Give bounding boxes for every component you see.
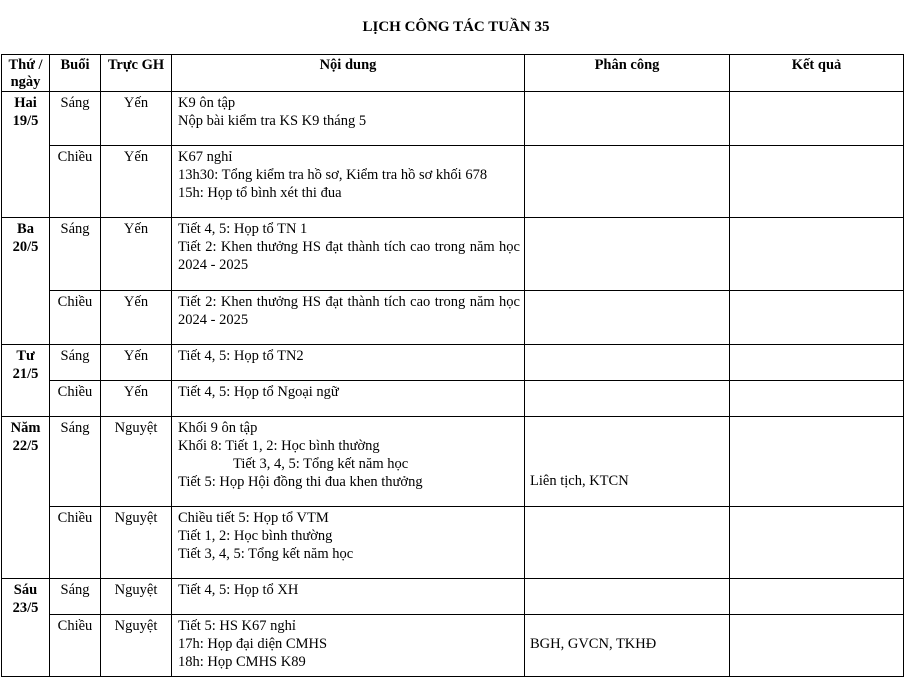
day-date: 23/5: [12, 600, 39, 616]
table-row: [2, 218, 904, 291]
duty-cell: Nguyệt: [101, 615, 172, 677]
content-line: 17h: Họp đại diện CMHS: [178, 636, 328, 652]
result-cell: [730, 417, 904, 507]
duty-cell: Nguyệt: [101, 579, 172, 615]
result-cell: [730, 615, 904, 677]
table-row: [2, 345, 904, 381]
header-content: Nội dung: [172, 55, 525, 92]
content-line: Tiết 1, 2: Học bình thường: [178, 528, 333, 544]
table-row: [2, 381, 904, 417]
content-line: Tiết 5: Họp Hội đồng thi đua khen thưởng: [178, 474, 423, 490]
assignment-cell: [525, 381, 730, 417]
assignment-cell: [525, 146, 730, 218]
content-line: K9 ôn tập: [178, 95, 236, 111]
content-cell: [172, 507, 525, 579]
day-name: Tư: [16, 348, 35, 364]
content-line: Tiết 3, 4, 5: Tổng kết năm học: [178, 546, 354, 562]
assignment-cell: [525, 92, 730, 146]
duty-cell: Yến: [101, 345, 172, 381]
session-cell: Sáng: [50, 417, 101, 507]
day-cell: [2, 92, 50, 218]
schedule-table: [1, 54, 904, 677]
table-row: [2, 146, 904, 218]
result-cell: [730, 218, 904, 291]
header-result: Kết quả: [730, 55, 904, 92]
result-cell: [730, 291, 904, 345]
content-cell: [172, 345, 525, 381]
content-line: Tiết 3, 4, 5: Tổng kết năm học: [233, 456, 409, 472]
content-cell: [172, 92, 525, 146]
result-cell: [730, 381, 904, 417]
day-cell: [2, 579, 50, 677]
result-cell: [730, 146, 904, 218]
assignment-cell: [525, 507, 730, 579]
day-cell: [2, 218, 50, 345]
content-line: Tiết 2: Khen thưởng HS đạt thành tích cao trong năm học 2024 - 2025: [178, 239, 520, 273]
session-cell: Sáng: [50, 92, 101, 146]
content-cell: [172, 146, 525, 218]
page-title: LỊCH CÔNG TÁC TUẦN 35: [362, 19, 550, 35]
content-line: Tiết 4, 5: Họp tổ Ngoại ngữ: [178, 384, 339, 400]
content-line: Tiết 4, 5: Họp tổ TN2: [178, 348, 304, 364]
content-line: 18h: Họp CMHS K89: [178, 654, 306, 670]
header-row: [2, 55, 904, 92]
content-line: Tiết 4, 5: Họp tổ TN 1: [178, 221, 308, 237]
content-line: Tiết 2: Khen thưởng HS đạt thành tích cao trong năm học 2024 - 2025: [178, 294, 520, 328]
content-cell: [172, 291, 525, 345]
content-line: Khối 8: Tiết 1, 2: Học bình thường: [178, 438, 380, 454]
day-name: Sáu: [13, 582, 38, 598]
session-cell: Sáng: [50, 345, 101, 381]
day-name: Năm: [10, 420, 41, 436]
content-cell: [172, 218, 525, 291]
content-cell: [172, 381, 525, 417]
result-cell: [730, 579, 904, 615]
table-row: [2, 291, 904, 345]
duty-cell: Yến: [101, 218, 172, 291]
assignment-cell: [525, 291, 730, 345]
content-cell: [172, 417, 525, 507]
content-line: 13h30: Tổng kiểm tra hồ sơ, Kiểm tra hồ sơ khối 678: [178, 167, 488, 183]
table-row: [2, 579, 904, 615]
session-cell: Chiều: [50, 615, 101, 677]
duty-cell: Yến: [101, 92, 172, 146]
session-cell: Chiều: [50, 291, 101, 345]
session-cell: Sáng: [50, 579, 101, 615]
result-cell: [730, 507, 904, 579]
table-row: [2, 615, 904, 677]
assignment-cell: [525, 579, 730, 615]
day-date: 19/5: [12, 113, 39, 129]
assignment-cell: [525, 218, 730, 291]
session-cell: Sáng: [50, 218, 101, 291]
duty-cell: Nguyệt: [101, 507, 172, 579]
content-cell: [172, 579, 525, 615]
content-line: 15h: Họp tổ bình xét thi đua: [178, 185, 342, 201]
header-session: Buổi: [50, 55, 101, 92]
content-cell: [172, 615, 525, 677]
day-date: 20/5: [12, 239, 39, 255]
day-cell: [2, 345, 50, 417]
day-date: 21/5: [12, 366, 39, 382]
duty-cell: Yến: [101, 381, 172, 417]
day-name: Hai: [14, 95, 37, 111]
header-assignment: Phân công: [525, 55, 730, 92]
result-cell: [730, 92, 904, 146]
header-duty: Trực GH: [101, 55, 172, 92]
session-cell: Chiều: [50, 381, 101, 417]
content-line: Chiều tiết 5: Họp tổ VTM: [178, 510, 329, 526]
table-row: [2, 417, 904, 507]
content-line: Tiết 5: HS K67 nghỉ: [178, 618, 296, 634]
table-row: [2, 507, 904, 579]
duty-cell: Yến: [101, 291, 172, 345]
assignment-cell: [525, 345, 730, 381]
day-date: 22/5: [12, 438, 39, 454]
content-line: Nộp bài kiểm tra KS K9 tháng 5: [178, 113, 367, 129]
day-cell: [2, 417, 50, 579]
session-cell: Chiều: [50, 146, 101, 218]
content-line: Khối 9 ôn tập: [178, 420, 258, 436]
duty-cell: Yến: [101, 146, 172, 218]
table-row: [2, 92, 904, 146]
session-cell: Chiều: [50, 507, 101, 579]
content-line: K67 nghỉ: [178, 149, 233, 165]
duty-cell: Nguyệt: [101, 417, 172, 507]
assignment-cell: Liên tịch, KTCN: [525, 417, 730, 507]
day-name: Ba: [17, 221, 34, 237]
content-line: Tiết 4, 5: Họp tổ XH: [178, 582, 299, 598]
header-day: Thứ / ngày: [2, 55, 50, 92]
assignment-cell: BGH, GVCN, TKHĐ: [525, 615, 730, 677]
result-cell: [730, 345, 904, 381]
